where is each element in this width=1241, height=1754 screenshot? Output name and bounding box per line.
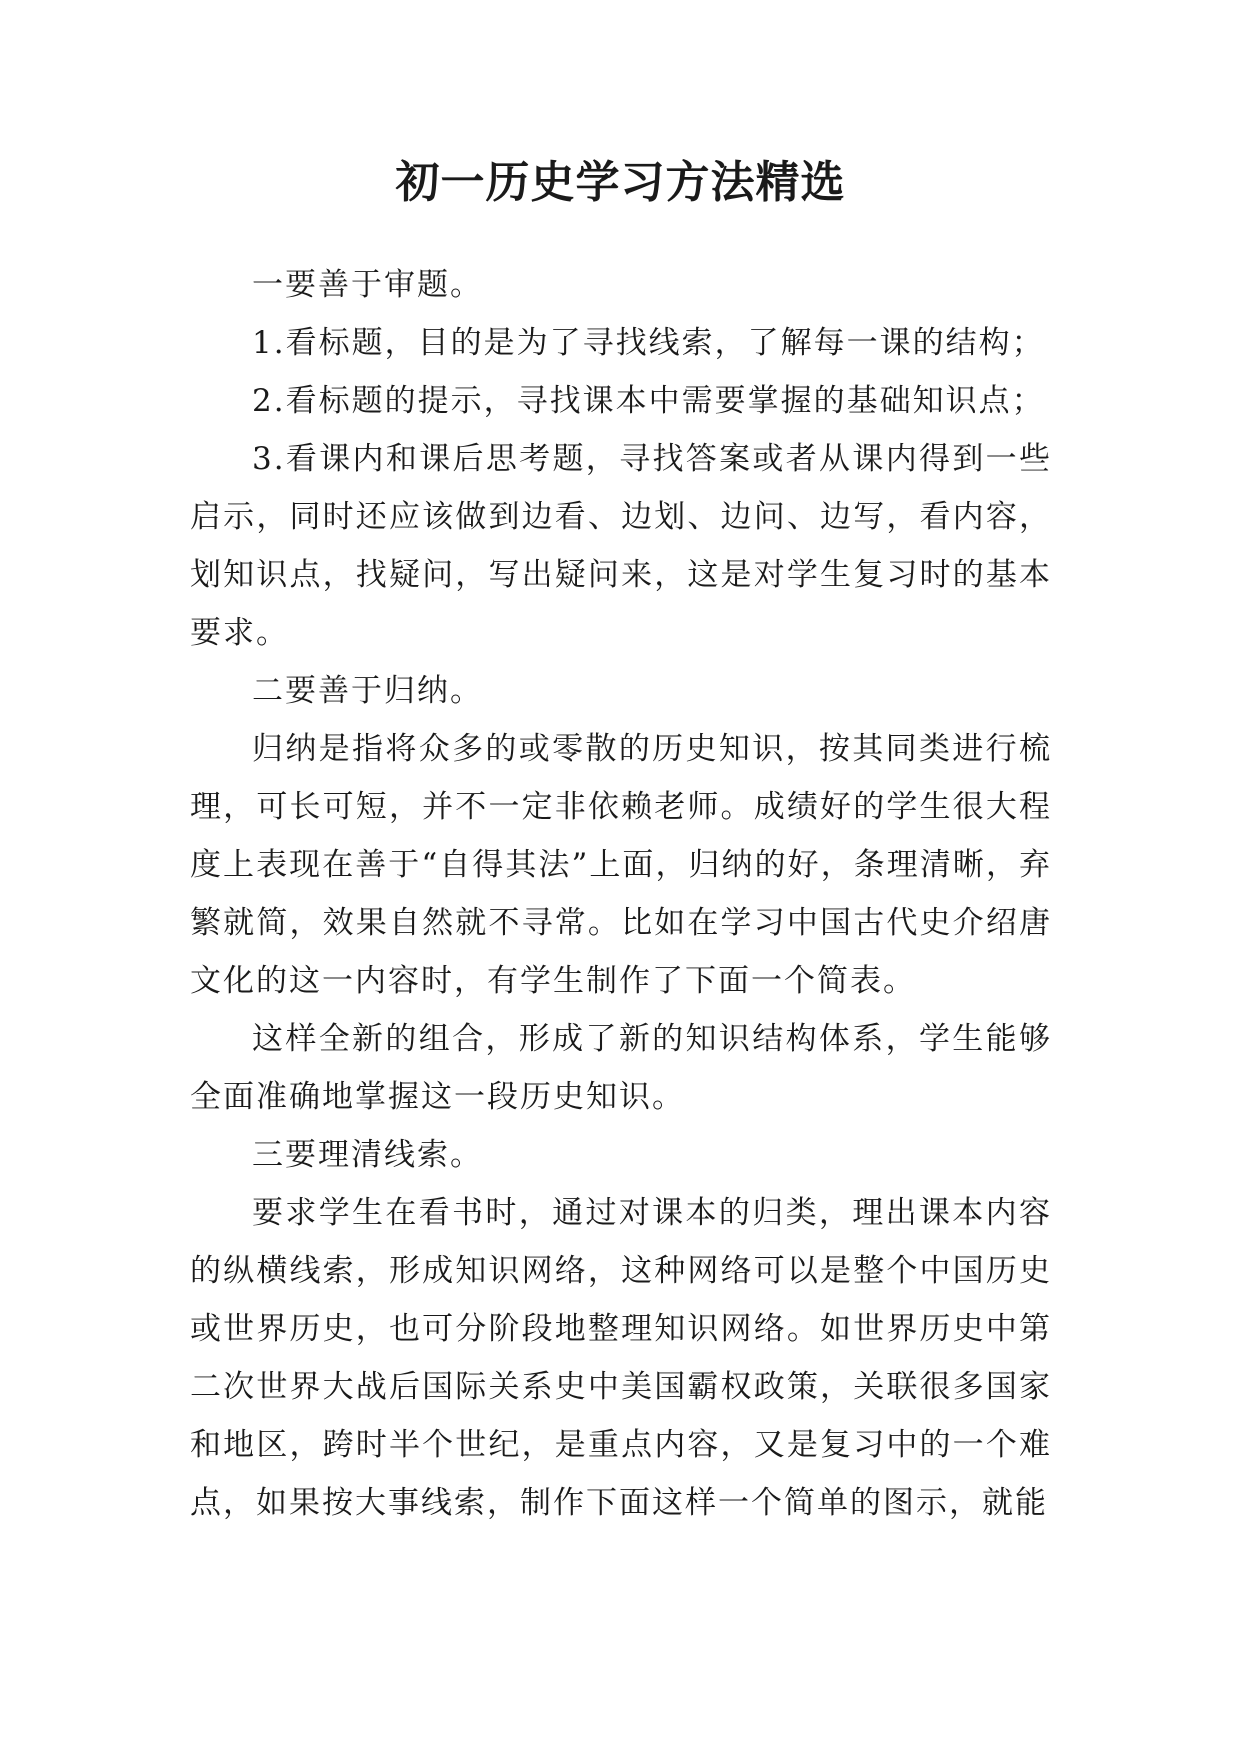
paragraph-body-induction: 归纳是指将众多的或零散的历史知识，按其同类进行梳理，可长可短，并不一定非依赖老师。成绩好的学生很大程度上表现在善于“自得其法”上面，归纳的好，条理清晰，弃繁就简，效果自然就不寻常。比如在学习中国古代史介绍唐文化的这一内容时，有学生制作了下面一个简表。	[190, 731, 1052, 999]
paragraph-item-2: 2.看标题的提示，寻找课本中需要掌握的基础知识点；	[252, 383, 1045, 419]
paragraph-heading-1: 一要善于审题。	[252, 267, 483, 303]
paragraph-item-3: 3.看课内和课后思考题，寻找答案或者从课内得到一些启示，同时还应该做到边看、边划、边问、边写，看内容，划知识点，找疑问，写出疑问来，这是对学生复习时的基本要求。	[190, 441, 1052, 651]
document-title: 初一历史学习方法精选	[395, 157, 846, 208]
paragraph-heading-3: 三要理清线索。	[252, 1137, 483, 1173]
document-body	[190, 256, 1052, 1532]
paragraph-body-clues: 要求学生在看书时，通过对课本的归类，理出课本内容的纵横线索，形成知识网络，这种网络可以是整个中国历史或世界历史，也可分阶段地整理知识网络。如世界历史中第二次世界大战后国际关系史中美国霸权政策，关联很多国家和地区，跨时半个世纪，是重点内容，又是复习中的一个难点，如果按大事线索，制作下面这样一个简单的图示，就能	[190, 1195, 1052, 1521]
paragraph-item-1: 1.看标题，目的是为了寻找线索，了解每一课的结构；	[252, 325, 1045, 361]
paragraph-body-structure: 这样全新的组合，形成了新的知识结构体系，学生能够全面准确地掌握这一段历史知识。	[190, 1021, 1052, 1115]
paragraph-heading-2: 二要善于归纳。	[252, 673, 483, 709]
